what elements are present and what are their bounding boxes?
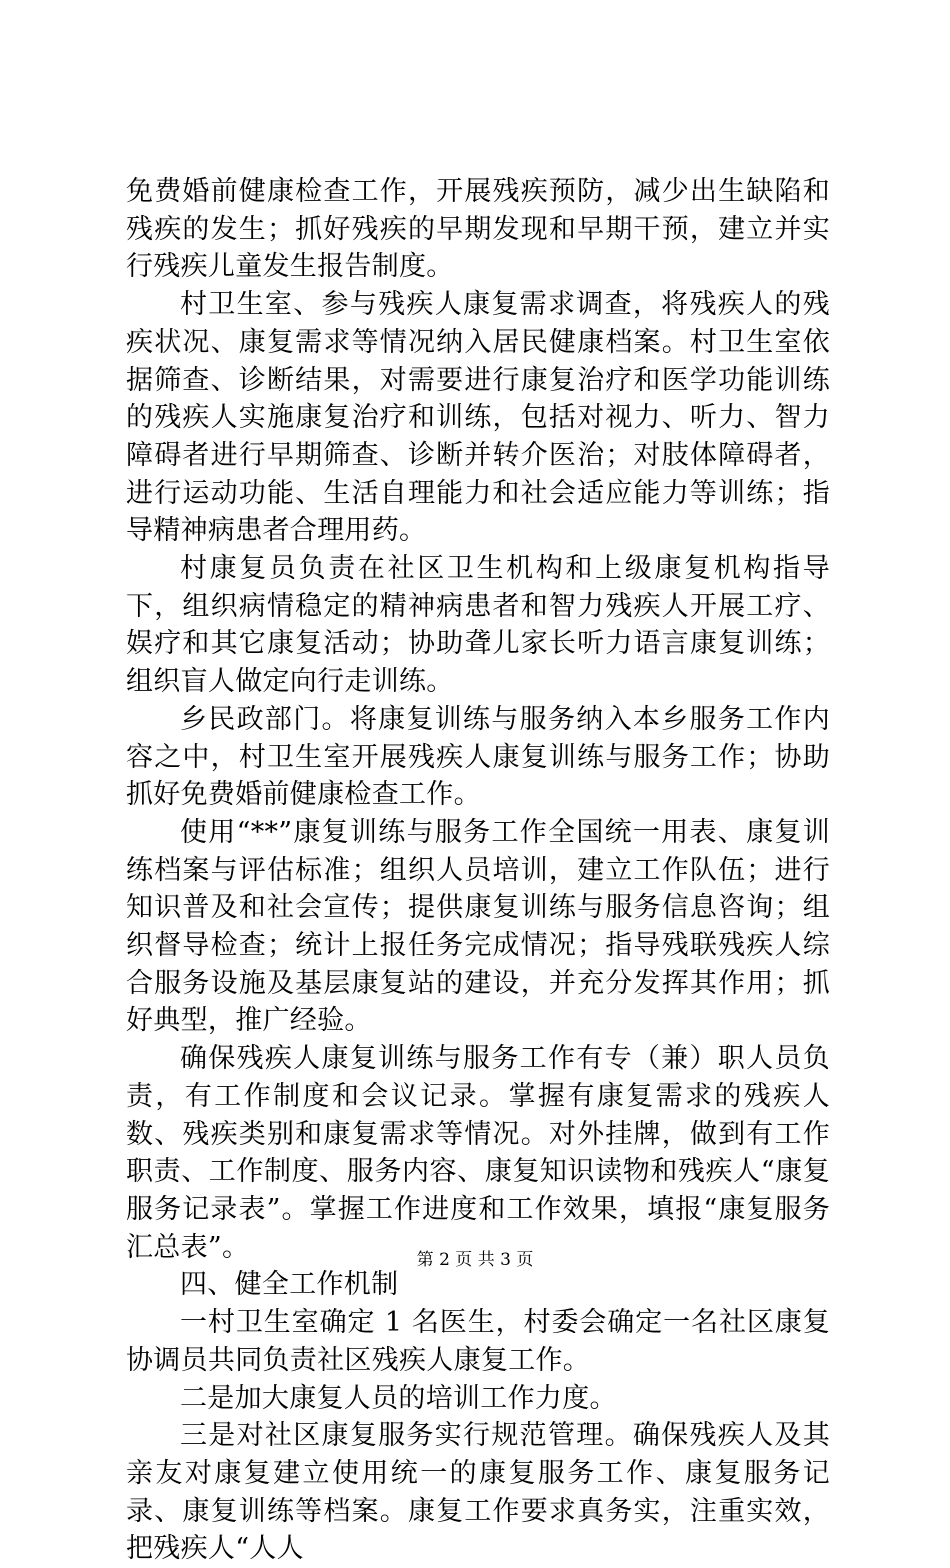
paragraph-point-three: 三是对社区康复服务实行规范管理。确保残疾人及其亲友对康复建立使用统一的康复服务工作、康复服务记录、康复训练等档案。康复工作要求真务实，注重实效，把残疾人“人人 xyxy=(126,1420,830,1565)
page-footer: 第 2 页 共 3 页 xyxy=(416,1250,534,1270)
paragraph-continuation: 免费婚前健康检查工作，开展残疾预防，减少出生缺陷和残疾的发生；抓好残疾的早期发现和早期干预，建立并实行残疾儿童发生报告制度。 xyxy=(126,176,830,283)
paragraph-point-two: 二是加大康复人员的培训工作力度。 xyxy=(180,1382,617,1414)
paragraph-unified-forms: 使用“**”康复训练与服务工作全国统一用表、康复训练档案与评估标准；组织人员培训，建立工作队伍；进行知识普及和社会宣传；提供康复训练与服务信息咨询；组织督导检查；统计上报任务完成情况；指导残联残疾人综合服务设施及基层康复站的建设，并充分发挥其作用；抓好典型，推广经验。 xyxy=(126,816,830,1037)
paragraph-staffing: 确保残疾人康复训练与服务工作有专（兼）职人员负责，有工作制度和会议记录。掌握有康复需求的残疾人数、残疾类别和康复需求等情况。对外挂牌，做到有工作职责、工作制度、服务内容、康复知识读物和残疾人“康复服务记录表”。掌握工作进度和工作效果，填报“康复服务汇总表”。 xyxy=(126,1043,830,1263)
paragraph-civil-affairs: 乡民政部门。将康复训练与服务纳入本乡服务工作内容之中，村卫生室开展残疾人康复训练与服务工作；协助抓好免费婚前健康检查工作。 xyxy=(126,703,830,811)
paragraph-village-clinic: 村卫生室、参与残疾人康复需求调查，将残疾人的残疾状况、康复需求等情况纳入居民健康档案。村卫生室依据筛查、诊断结果，对需要进行康复治疗和医学功能训练的残疾人实施康复治疗和训练，包括对视力、听力、智力障碍者进行早期筛查、诊断并转介医治；对肢体障碍者，进行运动功能、生活自理能力和社会适应能力等训练；指导精神病患者合理用药。 xyxy=(126,289,830,547)
document-body xyxy=(126,173,830,1568)
paragraph-point-one: 一村卫生室确定 1 名医生，村委会确定一名社区康复协调员共同负责社区残疾人康复工作。 xyxy=(126,1307,830,1376)
paragraph-rehab-worker: 村康复员负责在社区卫生机构和上级康复机构指导下，组织病情稳定的精神病患者和智力残疾人开展工疗、娱疗和其它康复活动；协助聋儿家长听力语言康复训练；组织盲人做定向行走训练。 xyxy=(126,553,830,698)
section-heading-mechanism: 四、健全工作机制 xyxy=(180,1269,399,1301)
